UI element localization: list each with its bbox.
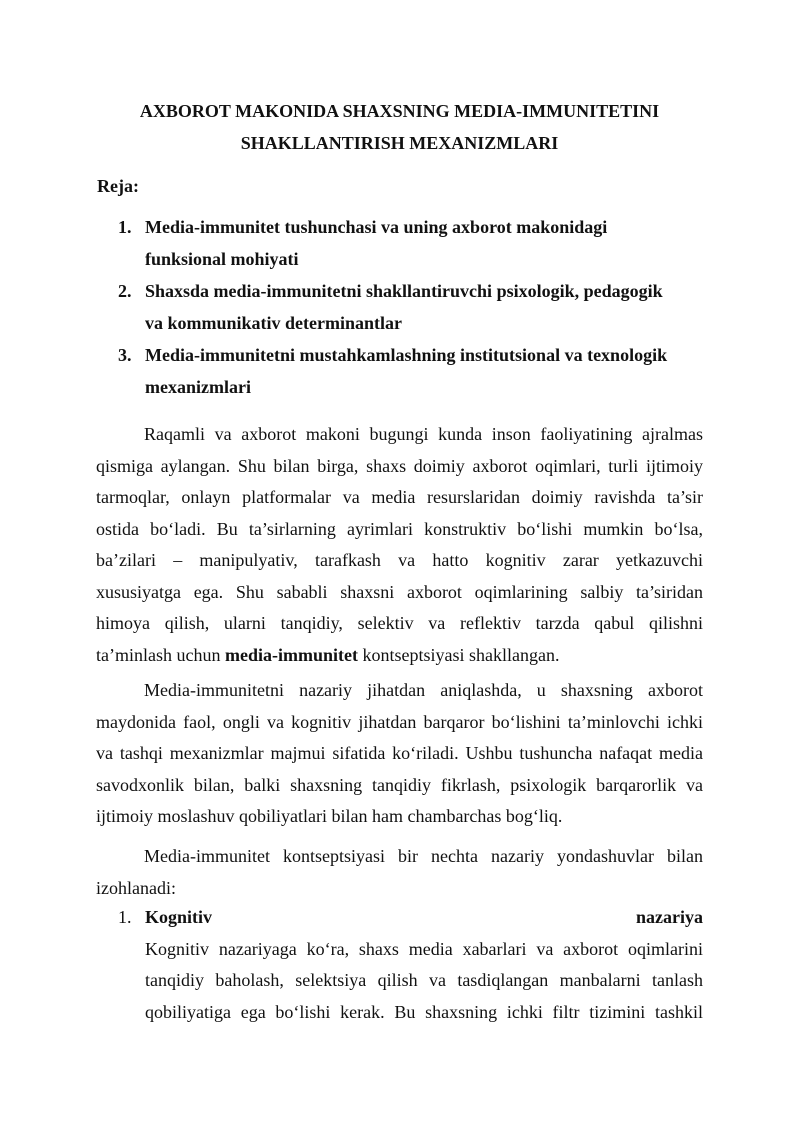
plan-item-text: Media-immunitetni mustahkamlashning institutsional va texnologik xyxy=(145,345,668,365)
plan-item-text: Media-immunitet tushunchasi va uning axborot makonidagi xyxy=(145,217,608,237)
bold-term: media-immunitet xyxy=(224,644,358,665)
theory-heading-left: Kognitiv xyxy=(145,907,213,927)
paragraph-line: qismiga aylangan. Shu bilan birga, shaxs doimiy axborot oqimlari, turli ijtimoiy xyxy=(96,455,703,476)
plan-item-2 xyxy=(118,275,698,339)
plan-item-text: va kommunikativ determinantlar xyxy=(145,313,403,333)
page-title xyxy=(96,95,703,159)
title-line-2: SHAKLLANTIRISH MEXANIZMLARI xyxy=(240,133,559,153)
plan-list xyxy=(118,211,698,403)
plan-item-text: Shaxsda media-immunitetni shakllantiruvchi psixologik, pedagogik xyxy=(145,281,663,301)
paragraph-line: savodxonlik bilan, balki shaxsning tanqidiy fikrlash, psixologik barqarorlik va xyxy=(96,774,703,795)
plan-heading: Reja: xyxy=(97,176,139,196)
text-run: kontseptsiyasi shakllangan. xyxy=(357,644,560,665)
paragraph-line: Media-immunitet kontseptsiyasi bir nechta nazariy yondashuvlar bilan xyxy=(144,846,703,866)
paragraph-line xyxy=(96,640,703,672)
title-line-1: AXBOROT MAKONIDA SHAXSNING MEDIA-IMMUNITETINI xyxy=(139,101,660,121)
theory-heading-right: nazariya xyxy=(636,907,703,927)
paragraph-line: tanqidiy baholash, selektsiya qilish va tasdiqlangan manbalarni tanlash xyxy=(145,970,703,990)
plan-item-text: mexanizmlari xyxy=(145,377,251,397)
paragraph-line: Media-immunitetni nazariy jihatdan aniqlashda, u shaxsning axborot xyxy=(144,680,703,700)
theory-body xyxy=(145,934,703,1029)
paragraph-line: himoya qilish, ularni tanqidiy, selektiv va reflektiv tarzda qabul qilishni xyxy=(96,613,703,633)
paragraph-line: tarmoqlar, onlayn platformalar va media resurslaridan doimiy ravishda ta’sir xyxy=(96,487,703,507)
plan-item-number: 1. xyxy=(118,217,132,237)
paragraph-line: Kognitiv nazariyaga ko‘ra, shaxs media xabarlari va axborot oqimlarini xyxy=(145,938,703,959)
paragraph-approaches xyxy=(96,841,703,904)
paragraph-line: ostida bo‘ladi. Bu ta’sirlarning ayrimlari konstruktiv bo‘lishi mumkin bo‘lsa, xyxy=(96,518,703,539)
paragraph-definition xyxy=(96,675,703,833)
paragraph-line: maydonida faol, ongli va kognitiv jihatdan barqaror bo‘lishini ta’minlovchi ichki xyxy=(96,711,703,732)
plan-item-number: 2. xyxy=(118,281,132,301)
theory-item-cognitive xyxy=(118,902,703,1028)
paragraph-intro xyxy=(96,419,703,671)
plan-item-number: 3. xyxy=(118,345,132,365)
plan-item-3 xyxy=(118,339,698,403)
theory-heading xyxy=(118,902,703,934)
paragraph-line: xususiyatga ega. Shu sababli shaxsni axborot oqimlarining salbiy ta’siridan xyxy=(96,581,703,602)
paragraph-line: Raqamli va axborot makoni bugungi kunda inson faoliyatining ajralmas xyxy=(144,424,703,444)
text-run: ta’minlash uchun xyxy=(96,644,225,665)
paragraph-line: izohlanadi: xyxy=(96,877,176,898)
plan-item-text: funksional mohiyati xyxy=(145,249,299,269)
paragraph-line: ijtimoiy moslashuv qobiliyatlari bilan ham chambarchas bog‘liq. xyxy=(96,806,563,826)
paragraph-line: qobiliyatiga ega bo‘lishi kerak. Bu shaxsning ichki filtr tizimini tashkil xyxy=(145,1001,703,1022)
theory-number: 1. xyxy=(118,907,132,927)
paragraph-line: va tashqi mexanizmlar majmui sifatida ko‘riladi. Ushbu tushuncha nafaqat media xyxy=(96,743,703,763)
paragraph-line: ba’zilari – manipulyativ, tarafkash va hatto kognitiv zarar yetkazuvchi xyxy=(96,550,703,570)
plan-item-1 xyxy=(118,211,698,275)
